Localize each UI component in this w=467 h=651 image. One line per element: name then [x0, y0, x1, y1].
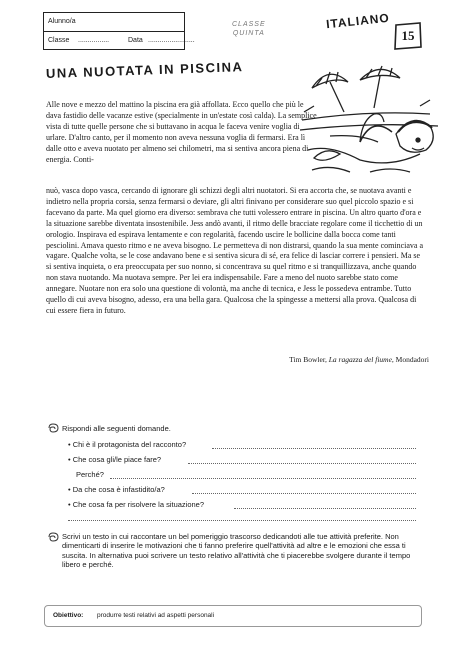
question-2-why: Perché?: [76, 470, 104, 479]
credit-publisher: , Mondadori: [391, 355, 429, 364]
grade-level: [232, 20, 266, 38]
answer-line-2[interactable]: [188, 463, 416, 464]
classe-label: Classe: [48, 37, 70, 44]
alunno-label: Alunno/a: [48, 18, 76, 25]
objective-text: produrre testi relativi ad aspetti personali: [97, 612, 215, 619]
article-paragraph-main: nuò, vasca dopo vasca, cercando di ignorare gli schizzi degli altri nuotatori. Si era accorta che, se nuotava avanti e indietro nella propria corsia, senza fermarsi o deviare, gli altri finivano per considerare suo quel piccolo spazio e si facevano da parte. Ma quel giorno era diverso: sembrava che tutti volessero entrare in piscina. Un altro quarto d'ora e la situazione sarebbe diventata insostenibile. Jess andò avanti, il ritmo delle bracciate regolare come il ticchettio di un orologio. Inspirava ed espirava lentamente e con regolarità, facendo uscire le bollicine dalla bocca come tanti pesciolini. Amava questo ritmo e ne aveva bisogno. Le permetteva di non distrarsi, quando la sua mente cominciava a vagare. Qualche volta, se le cose andavano bene e si sentiva sicura di sé, era felice di lasciar correre i pensieri. Ma se si sentiva inquieta, o era preoccupata per suo nonno, si concentrava su quel ritmo e si tranquillizzava, anche quando non stava nuotando. Ma nuotava sempre. Per lei era indispensabile. Fare a meno del nuoto sarebbe stato come annegare. Nuotare non era solo una questione di volontà, ma anche di tecnica, e Jess le possedeva entrambe. Tutto quello di cui aveva bisogno, adesso, era una bella gara. Qualcosa che la spingesse a mettersi alla prova. Qualcosa di cui essere fiera in futuro.: [46, 186, 423, 315]
source-credit: [289, 355, 429, 364]
answer-line-4[interactable]: [192, 493, 416, 494]
questions-heading: Rispondi alle seguenti domande.: [62, 424, 171, 433]
page-number: 15: [401, 28, 415, 43]
question-3: • Da che cosa è infastidito/a?: [68, 485, 165, 494]
page-number-badge: [393, 22, 423, 50]
objective-label: Obiettivo:: [53, 612, 84, 619]
classe-dots: ................: [78, 37, 110, 44]
writing-task-text: Scrivi un testo in cui raccontare un bel pomeriggio trascorso dedicandoti alle tue attività preferite. Non dimenticarti di inserire le motivazioni che ti fanno preferire quell'attività ad altre e le emozioni che essa ti suscita. In alternativa puoi scrivere un testo relativo all'attività che ti piacerebbe svolgere durante il tempo libero e perché.: [62, 532, 411, 570]
swimmer-illustration: [300, 50, 440, 178]
answer-line-3[interactable]: [110, 478, 416, 479]
answer-line-1[interactable]: [212, 448, 416, 449]
question-1: • Chi è il protagonista del racconto?: [68, 440, 187, 449]
grade-line-1: CLASSE: [232, 21, 266, 28]
writing-task-card: [40, 528, 424, 598]
data-label: Data: [128, 37, 143, 44]
header-divider: [44, 31, 184, 32]
student-info-box: [43, 12, 195, 50]
subject-label: ITALIANO: [325, 10, 391, 32]
article-title: UNA NUOTATA IN PISCINA: [45, 59, 244, 81]
question-2: • Che cosa gli/le piace fare?: [68, 455, 162, 464]
question-4: • Che cosa fa per risolvere la situazione?: [68, 500, 205, 509]
spiral-icon: [46, 423, 60, 433]
grade-line-2: QUINTA: [232, 30, 265, 37]
credit-author: Tim Bowler,: [289, 355, 327, 364]
answer-line-6[interactable]: [68, 520, 416, 521]
answer-line-5[interactable]: [234, 508, 416, 509]
article-paragraph-top: Alle nove e mezzo del mattino la piscina era già affollata. Ecco quello che più le dava fastidio delle vacanze estive (specialmente in un'estate così calda). La semplice vista di tutte quelle persone che si buttavano in acqua le faceva venire voglia di urlare. D'altro canto, per il momento non aveva nessuna voglia di fermarsi. Era lì dalle otto e aveva nuotato per almeno sei chilometri, ma si sentiva ancora piena di energia. Conti-: [46, 100, 317, 164]
spiral-icon: [46, 532, 60, 542]
objective-box: [44, 605, 422, 627]
credit-book: La ragazza del fiume: [328, 355, 392, 364]
questions-card: [40, 420, 424, 524]
data-dots: ........................: [148, 37, 195, 44]
